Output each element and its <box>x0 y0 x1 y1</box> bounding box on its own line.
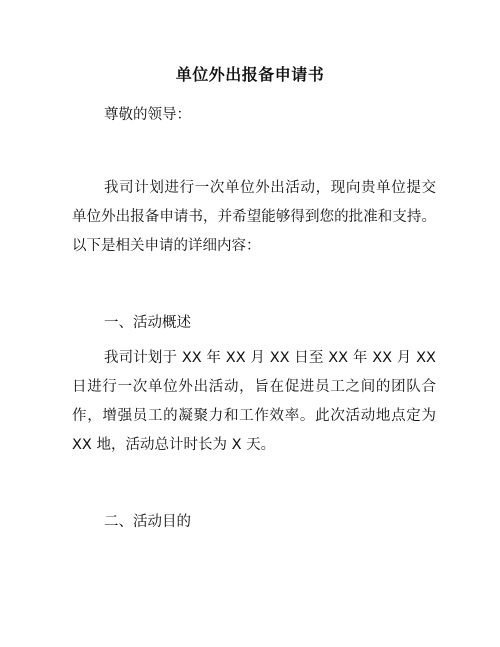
section-heading-overview: 一、活动概述 <box>104 315 191 331</box>
document-title: 单位外出报备申请书 <box>175 65 325 84</box>
intro-paragraph: 我司计划进行一次单位外出活动，现向贵单位提交单位外出报备申请书，并希望能够得到您的批准和支持。以下是相关申请的详细内容： <box>72 180 436 254</box>
salutation: 尊敬的领导： <box>104 107 191 123</box>
overview-paragraph: 我司计划于 XX 年 XX 月 XX 日至 XX 年 XX 月 XX 日进行一次单位外出活动，旨在促进员工之间的团队合作，增强员工的凝聚力和工作效率。此次活动地点定为 XX 地，活动总计时长为 X 天。 <box>72 350 436 453</box>
section-heading-purpose: 二、活动目的 <box>104 514 191 530</box>
